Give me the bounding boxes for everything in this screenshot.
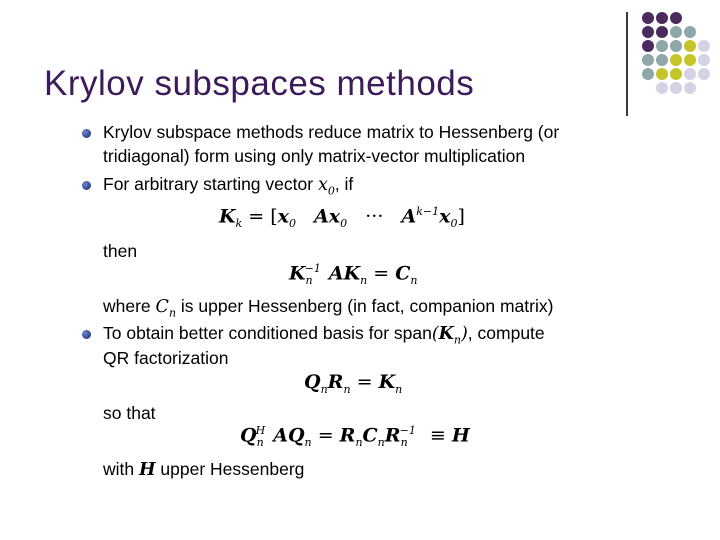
where-text: where (103, 296, 151, 316)
dot (684, 40, 696, 52)
bullet-1-line-1: Krylov subspace methods reduce matrix to Hessenberg (or (103, 122, 560, 142)
dot (698, 54, 710, 66)
with-post-text: upper Hessenberg (160, 459, 305, 479)
bullet-2-intro-end: , if (334, 174, 354, 194)
cn-sub: n (168, 306, 177, 320)
dot (698, 68, 710, 80)
bullet-3-intro-text: To obtain better conditioned basis for span (103, 323, 432, 343)
cn-symbol (155, 297, 177, 320)
dot (684, 82, 696, 94)
decorative-dot-grid (638, 8, 720, 118)
with-line (103, 459, 304, 480)
krylov-matrix-equation: $K_k = [x_0$ $Ax_0$ ··· $A^{k-1}x_0$] (219, 205, 465, 231)
qr-equation: $Q_nR_n = K_n$ (304, 371, 403, 396)
cn-var: C (155, 297, 169, 317)
dot (684, 26, 696, 38)
bullet-3-intro-end: , compute (467, 323, 545, 343)
then-text: then (103, 241, 138, 261)
dot (642, 12, 654, 24)
dot (656, 54, 668, 66)
dot (670, 12, 682, 24)
bullet-marker (82, 330, 91, 339)
x0-sub: 0 (327, 184, 335, 198)
dot (642, 40, 654, 52)
dot (670, 68, 682, 80)
vertical-divider-line (626, 12, 628, 116)
dot (642, 54, 654, 66)
bullet-2-line-1 (103, 174, 353, 198)
dot (656, 12, 668, 24)
dot (642, 26, 654, 38)
with-text: with (103, 459, 135, 479)
where-line (103, 296, 553, 320)
bullet-2-intro-text: For arbitrary starting vector (103, 174, 314, 194)
dot (670, 26, 682, 38)
dot (656, 26, 668, 38)
dot (684, 68, 696, 80)
dot (642, 68, 654, 80)
dot (698, 40, 710, 52)
dot (656, 40, 668, 52)
dot (670, 82, 682, 94)
h-symbol: H (139, 460, 156, 480)
bullet-1-line-2: tridiagonal) form using only matrix-vector multiplication (103, 146, 526, 166)
dot (656, 82, 668, 94)
bullet-3-line-2: QR factorization (103, 348, 229, 368)
so-that-text: so that (103, 403, 156, 423)
span-argument: $(K_n)$ (431, 324, 468, 347)
hessenberg-equation: $Q_n^H$ $AQ_n = R_nC_nR_n^{-1} \equiv H$ (240, 424, 470, 450)
bullet-3-line-1 (103, 323, 545, 347)
dot (670, 54, 682, 66)
dot (670, 40, 682, 52)
dot (656, 68, 668, 80)
companion-equation: $K_n^{-1}$ $AK_n = C_n$ (289, 262, 418, 288)
x0-symbol (317, 175, 335, 198)
x0-var: x (317, 175, 328, 195)
slide-title: Krylov subspaces methods (44, 64, 475, 103)
bullet-marker (82, 129, 91, 138)
where-post-text: is upper Hessenberg (in fact, companion matrix) (180, 296, 554, 316)
bullet-marker (82, 181, 91, 190)
dot (684, 54, 696, 66)
